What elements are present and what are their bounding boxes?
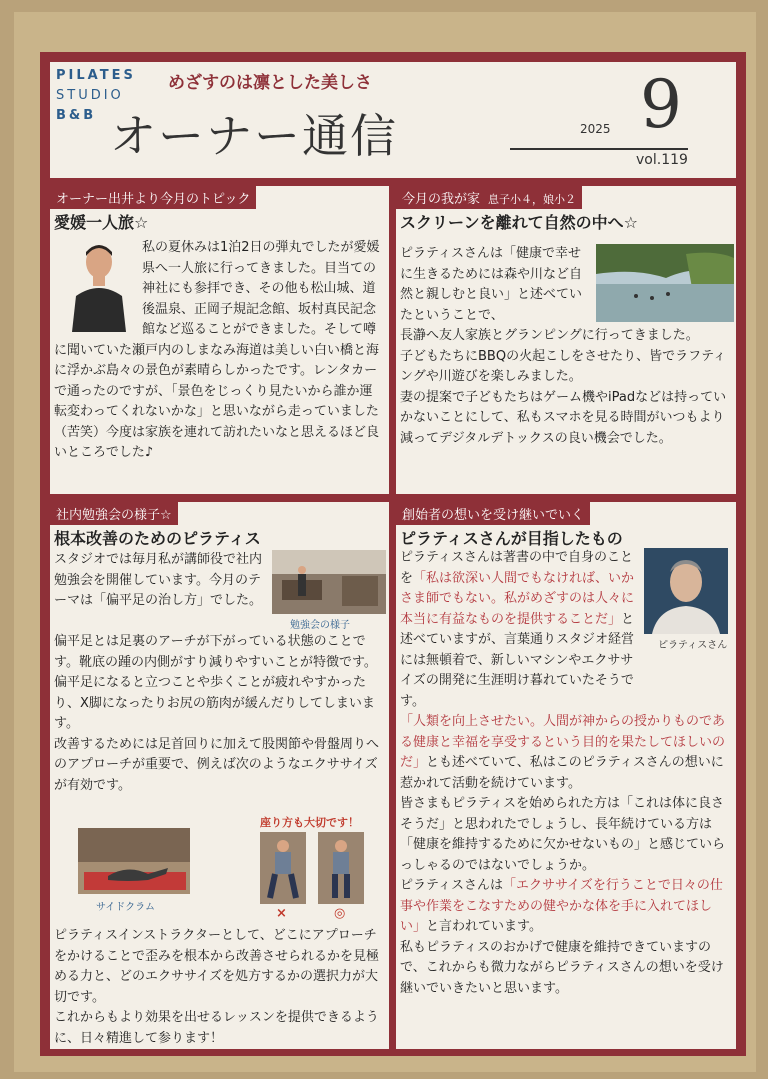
- topic-paragraph: 私の夏休みは1泊2日の弾丸でしたが愛媛県へ一人旅に行ってきました。目当ての神社にも参拝でき、その他も松山城、道後温泉、正岡子規記念館、坂村真民記念館など巡ることができました。そして噂に聞いていた瀬戸内のしまなみ海道は美しい白い橋と海に浮かぶ島々の景色が素晴らしかったです。レンタカーで通ったのですが、「景色をじっくり見たいから誰か運転変わってくれないかな」と思いながら走っていました（苦笑）今度は家族を連れて訪れたいなと思えるほど良いところでした♪: [54, 240, 380, 460]
- study-photo-caption: 勉強会の様子: [290, 620, 350, 631]
- study-text-6: これからもより効果を出せるレッスンを提供できるように、日々精進して参ります！: [54, 1010, 379, 1046]
- section-study: [50, 502, 389, 1049]
- section-tag: [396, 186, 582, 209]
- issue-month: 9: [640, 66, 682, 143]
- brand-line-1: PILATES: [56, 68, 136, 83]
- founder-body: [400, 548, 730, 999]
- section-topic: [50, 186, 389, 494]
- founder-text-3: 皆さまもピラティスを始められた方は「これは体に良さそうだ」と思われたでしょうし、長年続けている方は「健康を維持するために欠かせないもの」と感じていらっしゃるのではないでしょうか。: [400, 796, 726, 873]
- study-body-2: [54, 926, 384, 1049]
- founder-quote-1: 「私は欲深い人間でもなければ、いかさま師でもない。私がめざすのは人々に本当に有益なものを提供することだ」: [400, 570, 635, 627]
- section-heading: 愛媛一人旅☆: [54, 213, 149, 232]
- brand-line-3: B&B: [56, 108, 97, 123]
- study-session-photo: [272, 550, 386, 614]
- family-body: [400, 244, 730, 449]
- study-text-2: 偏平足とは足裏のアーチが下がっている状態のことです。靴底の踵の内側がすり減りやすいことが特徴です。: [54, 634, 377, 670]
- photo-spacer: [54, 238, 142, 340]
- section-tag: 社内勉強会の様子☆: [50, 502, 178, 525]
- founder-quote-2: 「人類を向上させたい。人間が神からの授かりものである健康と幸福を享受するという目的を果たしてほしいのだ」: [400, 714, 726, 770]
- founder-intro-4: ピラティスさんは: [400, 878, 503, 893]
- issue-volume: vol.119: [636, 152, 688, 168]
- founder-after-1: と述べていますが、言葉通りスタジオ経営には無頓着で、新しいマシンやエクササイズの開発に生涯明け暮れていたそうです。: [400, 611, 635, 709]
- section-tag-sub: 息子小４，娘小２: [488, 193, 577, 206]
- founder-intro-wrap: [400, 548, 640, 712]
- section-tag-label: 今月の我が家: [402, 192, 481, 207]
- newsletter-title: オーナー通信: [110, 109, 398, 163]
- founder-after-2: とも述べていて、私はこのピラティスさんの想いに惹かれて活動を続けています。: [400, 755, 724, 791]
- brand-line-2: STUDIO: [56, 88, 124, 103]
- title-rule: [510, 148, 688, 150]
- newsletter-header: [50, 62, 736, 178]
- topic-text: [54, 238, 384, 464]
- section-heading: 根本改善のためのピラティス: [54, 529, 261, 548]
- section-tag: オーナー出井より今月のトピック: [50, 186, 256, 209]
- family-text-wrap: ピラティスさんは「健康で幸せに生きるためには森や川など自然と親しむと良い」と述べていたということで、: [400, 246, 583, 323]
- founder-intro: ピラティスさんは著書の中で自身のことを: [400, 550, 633, 586]
- founder-quote-3: 「エクササイズを行うことで日々の仕事や作業をこなすための健やかな体を手に入れてほしい」: [400, 878, 723, 934]
- study-text-4: 改善するためには足首回りに加えて股関節や骨盤周りへのアプローチが重要で、例えば次のようなエクササイズが有効です。: [54, 736, 380, 793]
- study-text-wrap: スタジオでは毎月私が講師役で社内勉強会を開催しています。今月のテーマは「偏平足の治し方」でした。: [54, 552, 263, 608]
- sitting-bad-photo: [260, 832, 306, 904]
- family-text-3: 妻の提案で子どもたちはゲーム機やiPadなどは持っていかないことにして、私もスマホを見る時間がいつもより減ってデジタルデトックスの良い機会でした。: [400, 389, 727, 446]
- portrait-caption: ピラティスさん: [658, 640, 728, 651]
- section-heading: ピラティスさんが目指したもの: [400, 529, 623, 548]
- side-clam-photo: [78, 828, 190, 894]
- founder-text-5: 私もピラティスのおかげで健康を維持できていますので、これからも微力ながらピラティスさんの想いを受け継いでいきたいと思います。: [400, 939, 724, 996]
- study-text-5: ピラティスインストラクターとして、どこにアプローチをかけることで歪みを根本から改善させられるかを見極める力と、どのエクササイズを処方するかの選択力が大切です。: [54, 928, 380, 1005]
- exercise-caption: サイドクラム: [96, 902, 155, 913]
- tagline: めざすのは凛とした美しさ: [168, 73, 372, 93]
- good-mark-icon: ◎: [334, 906, 346, 921]
- family-text-full: 長瀞へ友人家族とグランピングに行ってきました。: [400, 328, 699, 343]
- sitting-note: 座り方も大切です！: [260, 816, 359, 829]
- family-text-2: 子どもたちにBBQの火起こしをさせたり、皆でラフティングや川遊びを楽しみました。: [400, 348, 727, 384]
- issue-year: 2025: [580, 122, 611, 136]
- study-text-3: 偏平足になると立つことや歩くことが疲れやすかったり、X脚になったりお尻の筋肉が緩んだりしてしまいます。: [54, 675, 375, 731]
- study-body: [54, 632, 384, 796]
- bad-mark-icon: ×: [276, 906, 287, 921]
- sitting-good-photo: [318, 832, 364, 904]
- section-founder: [396, 502, 736, 1049]
- section-family: [396, 186, 736, 494]
- section-heading: スクリーンを離れて自然の中へ☆: [400, 213, 639, 232]
- founder-after-3: と言われています。: [426, 919, 542, 934]
- section-tag: 創始者の想いを受け継いでいく: [396, 502, 590, 525]
